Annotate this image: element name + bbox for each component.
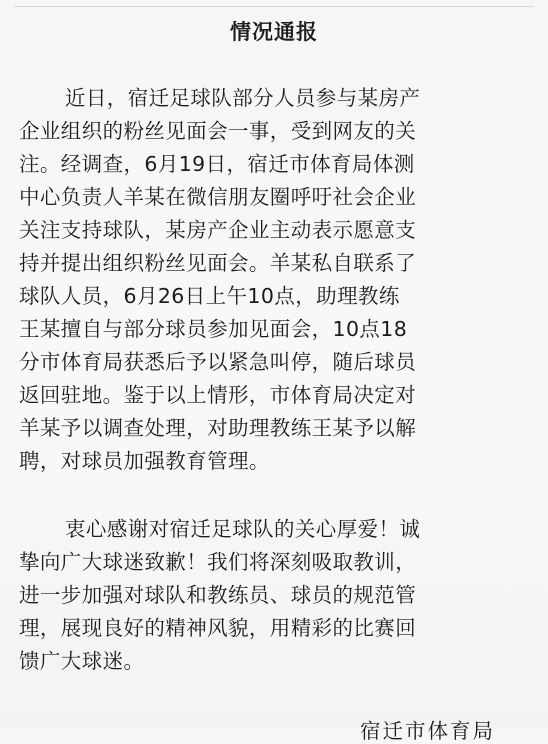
document-title: 情况通报 (230, 20, 318, 44)
paragraph-line: 馈广大球迷。 (19, 649, 145, 673)
paragraph-line: 企业组织的粉丝见面会一事，受到网友的关 (19, 119, 417, 143)
paragraph-line: 中心负责人羊某在微信朋友圈呼吁社会企业 (19, 185, 417, 209)
signature-issuer: 宿迁市体育局 (360, 719, 495, 743)
paragraph-line: 持并提出组织粉丝见面会。羊某私自联系了 (19, 251, 417, 275)
paragraph-1 (19, 82, 529, 478)
paragraph-line: 返回驻地。鉴于以上情形，市体育局决定对 (19, 383, 417, 407)
paragraph-line: 分市体育局获悉后予以紧急叫停，随后球员 (19, 350, 417, 374)
paragraph-2 (19, 513, 529, 678)
paragraph-line: 进一步加强对球队和教练员、球员的规范管 (19, 583, 417, 607)
paragraph-line: 近日，宿迁足球队部分人员参与某房产 (65, 86, 421, 110)
paragraph-line: 注。经调查，6月19日，宿迁市体育局体测 (19, 152, 415, 176)
paragraph-line: 挚向广大球迷致歉！我们将深刻吸取教训， (19, 550, 417, 574)
paragraph-line: 理，展现良好的精神风貌，用精彩的比赛回 (19, 616, 417, 640)
paragraph-line: 聘，对球员加强教育管理。 (19, 449, 270, 473)
paragraph-line: 王某擅自与部分球员参加见面会，10点18 (19, 317, 408, 341)
paragraph-line: 关注支持球队，某房产企业主动表示愿意支 (19, 218, 417, 242)
paragraph-line: 羊某予以调查处理，对助理教练王某予以解 (19, 416, 417, 440)
paragraph-line: 衷心感谢对宿迁足球队的关心厚爱！诚 (65, 517, 421, 541)
top-divider (14, 6, 534, 7)
paragraph-line: 球队人员，6月26日上午10点，助理教练 (19, 284, 400, 308)
